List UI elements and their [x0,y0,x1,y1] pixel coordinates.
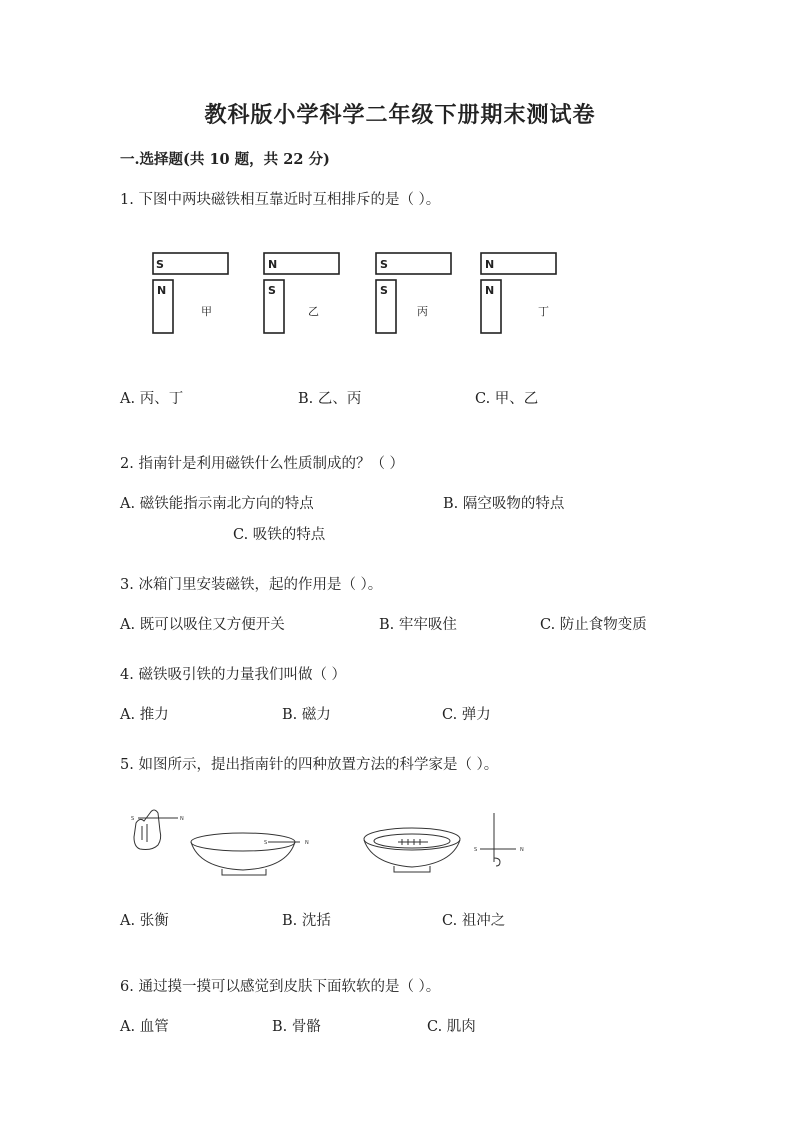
bowl-rim-method-drawing [191,833,309,875]
svg-text:S: S [474,847,478,853]
page-title: 教科版小学科学二年级下册期末测试卷 [204,102,596,128]
q2-option-a: A. 磁铁能指示南北方向的特点 [120,496,314,512]
q5-option-a: A. 张衡 [120,913,169,929]
magnet-pair-label: 丙 [417,305,428,318]
magnet-pole-label: S [380,284,388,297]
magnet-pair-jia [153,253,228,333]
q1-option-c: C. 甲、乙 [475,391,539,407]
magnet-pair-label: 乙 [308,305,319,318]
magnet-pole-label: N [485,284,495,297]
q1-option-b: B. 乙、丙 [298,391,362,407]
q4-option-b: B. 磁力 [282,707,331,723]
question-4-text: 4. 磁铁吸引铁的力量我们叫做（ ） [120,667,347,683]
magnet-pair-ding [481,253,556,333]
q4-option-a: A. 推力 [120,707,169,723]
q2-option-b: B. 隔空吸物的特点 [443,496,565,512]
magnet-pair-label: 甲 [201,305,212,318]
q6-option-c: C. 肌肉 [427,1019,476,1035]
magnet-pair-yi [264,253,339,333]
magnet-pole-label: S [268,284,276,297]
q3-option-b: B. 牢牢吸住 [379,617,457,633]
magnet-horizontal [153,253,228,274]
question-6-text: 6. 通过摸一摸可以感觉到皮肤下面软软的是（ ）。 [120,979,441,995]
q5-option-c: C. 祖冲之 [442,913,506,929]
q1-option-a: A. 丙、丁 [120,391,184,407]
svg-text:S: S [131,816,135,822]
floating-method-drawing [364,828,460,872]
question-1-text: 1. 下图中两块磁铁相互靠近时互相排斥的是（ ）。 [120,192,441,208]
q6-option-a: A. 血管 [120,1019,169,1035]
svg-text:S: S [264,840,268,846]
question-2-text: 2. 指南针是利用磁铁什么性质制成的？（ ） [120,456,405,472]
finger-method-drawing [131,810,184,850]
question-3-text: 3. 冰箱门里安装磁铁，起的作用是（ ）。 [120,577,383,593]
question-5-text: 5. 如图所示，提出指南针的四种放置方法的科学家是（ ）。 [120,757,499,773]
q3-option-c: C. 防止食物变质 [540,617,647,633]
magnet-pole-label: N [485,258,495,271]
section-heading: 一.选择题(共 10 题，共 22 分) [120,151,330,168]
magnet-pair-label: 丁 [538,305,549,318]
q5-option-b: B. 沈括 [282,913,331,929]
magnet-pole-label: S [380,258,388,271]
magnet-pole-label: N [268,258,278,271]
q3-option-a: A. 既可以吸住又方便开关 [120,617,285,633]
svg-text:N: N [305,840,309,846]
svg-text:N: N [180,816,184,822]
magnet-pole-label: N [157,284,167,297]
magnet-pole-label: S [156,258,164,271]
compass-figure [131,810,524,875]
q6-option-b: B. 骨骼 [272,1019,321,1035]
q2-option-c: C. 吸铁的特点 [233,527,326,543]
magnet-pair-bing [376,253,451,333]
q4-option-c: C. 弹力 [442,707,491,723]
hanging-method-drawing [474,813,524,866]
svg-text:N: N [520,847,524,853]
